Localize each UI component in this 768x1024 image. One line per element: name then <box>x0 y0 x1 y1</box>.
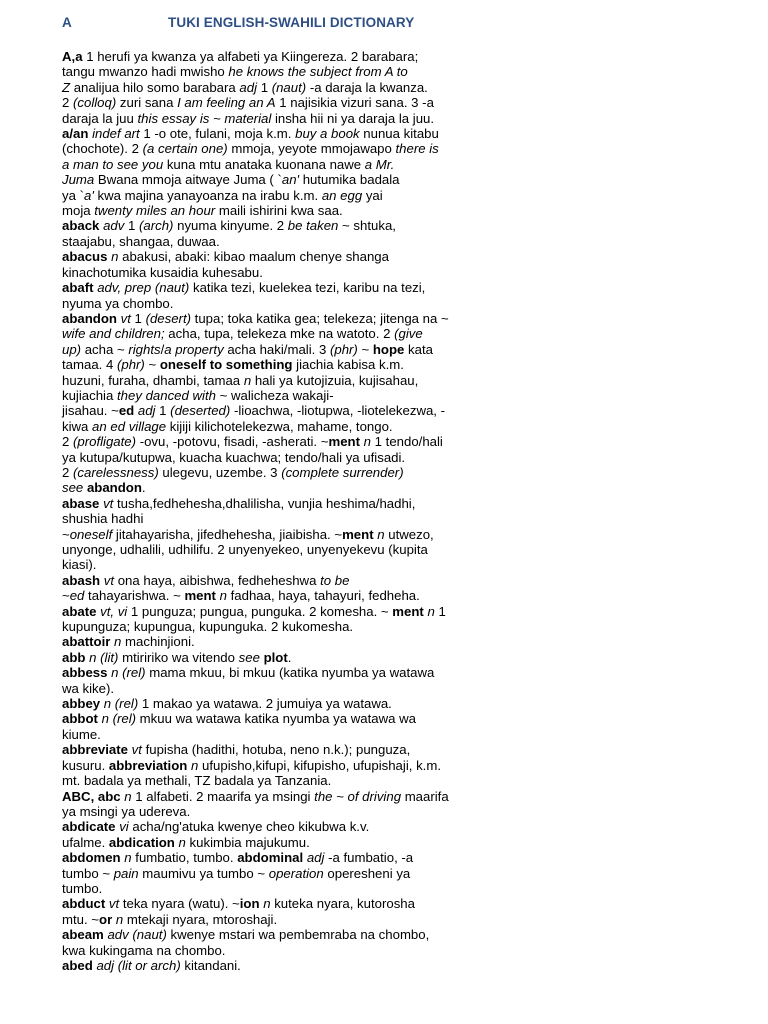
entry-line <box>62 835 492 850</box>
definition-text: . <box>141 480 146 496</box>
italic-text: buy a book <box>295 126 360 142</box>
definition-text: mtekaji nyara, mtoroshaji. <box>123 911 278 927</box>
definition-text: ulegevu, uzembe. 3 <box>158 464 282 480</box>
entry-line <box>62 634 492 649</box>
headword: abaft <box>62 280 94 296</box>
italic-text: see <box>238 649 260 665</box>
italic-text: vi <box>119 819 129 835</box>
italic-text: n <box>427 603 435 619</box>
definition-text: nyuma ya chombo. <box>62 295 174 311</box>
definition-text: ona haya, aibishwa, fedheheshwa <box>114 572 321 588</box>
definition-text: 1 <box>124 218 140 234</box>
headword: abase <box>62 495 100 511</box>
definition-text: -a daraja la kwanza. <box>306 79 428 95</box>
entry-line <box>62 742 492 757</box>
italic-text: (naut) <box>271 79 307 95</box>
headword: abeam <box>62 927 104 943</box>
definition-text: kwa majina yanayoanza na irabu k.m. <box>93 187 322 203</box>
entry-line <box>62 927 492 942</box>
italic-text: adv (naut) <box>107 927 167 943</box>
italic-text: adj (lit or arch) <box>96 957 181 973</box>
entry-line <box>62 218 492 233</box>
definition-text: 1 <box>257 79 272 95</box>
italic-text: the ~ of driving <box>314 788 402 804</box>
entry-line <box>62 912 492 927</box>
entry-line <box>62 496 492 511</box>
entry-line <box>62 711 492 726</box>
entry-line <box>62 157 492 172</box>
definition-text: tamaa. 4 <box>62 357 117 373</box>
entry-line <box>62 758 492 773</box>
definition-text: zuri sana <box>116 95 178 111</box>
headword: abb <box>62 649 86 665</box>
italic-text: n <box>178 834 186 850</box>
italic-text: n <box>124 788 132 804</box>
headword: ment <box>392 603 424 619</box>
headword: abbreviation <box>108 757 188 773</box>
definition-text: fupisha (hadithi, hotuba, neno n.k.); punguza, <box>141 742 411 758</box>
definition-text: insha hii ni ya daraja la juu. <box>271 110 435 126</box>
definition-text: huzuni, furaha, dhambi, tamaa <box>62 372 244 388</box>
definition-text: kuteka nyara, kutorosha <box>270 896 415 912</box>
italic-text: (complete surrender) <box>281 464 404 480</box>
entry-line <box>62 789 492 804</box>
entry-line <box>62 388 492 403</box>
italic-text: n (rel) <box>103 696 139 712</box>
headword: abed <box>62 957 93 973</box>
entry-line <box>62 866 492 881</box>
definition-text: 1 najisikia vizuri sana. 3 -a <box>275 95 434 111</box>
italic-text: n <box>115 911 124 927</box>
entry-line <box>62 773 492 788</box>
italic-text: ed <box>69 588 85 604</box>
definition-text: acha haki/mali. 3 <box>223 341 330 357</box>
italic-text: they danced with <box>116 387 216 403</box>
italic-text: pain <box>113 865 139 881</box>
entry-line <box>62 480 492 495</box>
italic-text: adv, prep (naut) <box>97 280 190 296</box>
definition-text: mkuu wa watawa katika nyumba ya watawa wa <box>136 711 417 727</box>
entry-line <box>62 850 492 865</box>
definition-text: -ovu, -potovu, fisadi, -asherati. ~ <box>136 434 329 450</box>
section-letter: A <box>62 15 72 30</box>
headword: abate <box>62 603 97 619</box>
dictionary-entries <box>62 49 492 973</box>
entry-line <box>62 64 492 79</box>
entry-line <box>62 588 492 603</box>
definition-text: utwezo, <box>384 526 434 542</box>
italic-text: to be <box>320 572 350 588</box>
definition-text: kupunguza; kupungua, kupunguka. 2 kukomesha. <box>62 619 354 635</box>
italic-text: n <box>243 372 252 388</box>
definition-text: mmoja, yeyote mmojawapo <box>227 141 396 157</box>
headword: abdominal <box>237 850 304 866</box>
headword: hope <box>372 341 405 357</box>
italic-text: n <box>124 850 132 866</box>
headword: ment <box>328 434 360 450</box>
definition-text: hutumika badala <box>299 172 400 188</box>
italic-text: (arch) <box>139 218 174 234</box>
definition-text: ~ <box>62 588 70 604</box>
italic-text: there is <box>395 141 439 157</box>
headword: a/an <box>62 126 89 142</box>
entry-line <box>62 619 492 634</box>
italic-text: n <box>191 757 199 773</box>
definition-text: moja <box>62 203 95 219</box>
headword: abduct <box>62 896 106 912</box>
entry-line <box>62 296 492 311</box>
italic-text: a Mr. <box>364 156 395 172</box>
entry-line <box>62 881 492 896</box>
headword: abdomen <box>62 850 121 866</box>
definition-text: mama mkuu, bi mkuu (katika nyumba ya watawa <box>145 665 435 681</box>
definition-text: ufupisho,kifupi, kifupisho, ufupishaji, k.m. <box>198 757 441 773</box>
entry-line <box>62 95 492 110</box>
italic-text: (carelessness) <box>73 464 159 480</box>
italic-text: be taken <box>287 218 339 234</box>
headword: abbot <box>62 711 98 727</box>
italic-text: operation <box>268 865 324 881</box>
entry-line <box>62 696 492 711</box>
definition-text: wa kike). <box>62 680 115 696</box>
italic-text: n (rel) <box>111 665 146 681</box>
definition-text: shushia hadhi <box>62 511 144 527</box>
italic-text: n <box>363 434 371 450</box>
definition-text: kusuru. <box>62 757 109 773</box>
entry-line <box>62 819 492 834</box>
definition-text: 2 <box>62 434 73 450</box>
italic-text: wife and children; <box>62 326 165 342</box>
definition-text: kiwa <box>62 418 93 434</box>
italic-text: vt <box>120 310 131 326</box>
headword: abacus <box>62 249 108 265</box>
definition-text: tupa; toka katika gea; telekeza; jitenga na ~ <box>191 310 449 326</box>
headword: abdicate <box>62 819 116 835</box>
definition-text: operesheni ya <box>323 865 411 881</box>
italic-text: a property <box>164 341 224 357</box>
entry-line <box>62 342 492 357</box>
entry-line <box>62 403 492 418</box>
headword: aback <box>62 218 100 234</box>
definition-text: ufalme. <box>62 834 109 850</box>
italic-text: this essay is ~ material <box>137 110 272 126</box>
definition-text: acha/ng'atuka kwenye cheo kikubwa k.v. <box>128 819 370 835</box>
italic-text: vt, vi <box>100 603 128 619</box>
italic-text: rights <box>128 341 161 357</box>
italic-text: (desert) <box>145 310 191 326</box>
entry-line <box>62 111 492 126</box>
italic-text: adj <box>306 850 325 866</box>
entry-line <box>62 573 492 588</box>
headword: abbreviate <box>62 742 128 758</box>
definition-text: maumivu ya tumbo ~ <box>138 865 269 881</box>
entry-line <box>62 604 492 619</box>
headword: ion <box>239 896 260 912</box>
italic-text: Juma <box>62 172 95 188</box>
definition-text: nunua kitabu <box>359 126 439 142</box>
entry-line <box>62 357 492 372</box>
italic-text: (deserted) <box>170 403 231 419</box>
definition-text: kiasi). <box>62 557 97 573</box>
headword: oneself to something <box>159 357 293 373</box>
definition-text: kata <box>404 341 433 357</box>
italic-text: n <box>114 634 122 650</box>
entry-line <box>62 49 492 64</box>
italic-text: (give <box>394 326 423 342</box>
entry-line <box>62 249 492 264</box>
definition-text: tahayarishwa. ~ <box>84 588 185 604</box>
entry-line <box>62 958 492 973</box>
italic-text: (a certain one) <box>142 141 228 157</box>
entry-line <box>62 265 492 280</box>
definition-text: jisahau. ~ <box>62 403 119 419</box>
page-header <box>62 13 702 33</box>
definition-text: tumbo. <box>62 880 103 896</box>
headword: or <box>99 911 113 927</box>
entry-line <box>62 727 492 742</box>
definition-text: unyonge, udhalili, udhilifu. 2 unyenyekeo, unyenyekevu (kupita <box>62 542 428 557</box>
entry-line <box>62 527 492 542</box>
headword: abandon <box>62 310 117 326</box>
definition-text: fumbatio, tumbo. <box>131 850 238 866</box>
italic-text: (phr) <box>116 357 145 373</box>
italic-text: twenty miles an hour <box>94 203 216 219</box>
definition-text: ~ <box>144 357 160 373</box>
italic-text: (profligate) <box>73 434 137 450</box>
definition-text: 1 <box>434 603 446 619</box>
headword: plot <box>263 649 288 665</box>
definition-text: ya ` <box>62 187 84 203</box>
definition-text: tumbo ~ <box>62 865 114 881</box>
italic-text: (phr) <box>329 341 358 357</box>
definition-text: maarifa <box>401 788 449 804</box>
definition-text: maili ishirini kwa saa. <box>215 203 343 219</box>
italic-text: n <box>219 588 227 604</box>
definition-text: daraja la juu <box>62 110 138 126</box>
definition-text: ya kutupa/kutupwa, kuacha kuachwa; tendo/hali ya ufisadi. <box>62 449 406 465</box>
headword: ment <box>184 588 216 604</box>
italic-text: n (lit) <box>89 649 119 665</box>
definition-text: ~ shtuka, <box>338 218 396 234</box>
entry-line <box>62 419 492 434</box>
headword: abandon <box>86 480 142 496</box>
definition-text: ~ walicheza wakaji- <box>215 387 334 403</box>
definition-text: yai <box>362 187 383 203</box>
italic-text: vt <box>103 572 115 588</box>
definition-text: acha, tupa, telekeza mke na watoto. 2 <box>164 326 395 342</box>
headword: abash <box>62 572 101 588</box>
definition-text: 1 makao ya watawa. 2 jumuiya ya watawa. <box>138 696 392 712</box>
italic-text: vt <box>103 495 114 511</box>
italic-text: indef art <box>92 126 140 142</box>
italic-text: oneself <box>69 526 113 542</box>
italic-text: see <box>62 480 84 496</box>
definition-text: fadhaa, haya, tahayuri, fedheha. <box>226 588 420 604</box>
headword: ABC, abc <box>62 788 121 804</box>
definition-text: ~ <box>357 341 373 357</box>
italic-text: adj <box>239 79 258 95</box>
definition-text: kwenye mstari wa pembemraba na chombo, <box>166 927 430 943</box>
definition-text: staajabu, shangaa, duwaa. <box>62 233 220 249</box>
definition-text: machinjioni. <box>121 634 195 650</box>
definition-text: kuna mtu anataka kuonana nawe <box>163 156 365 172</box>
definition-text: mtiririko wa vitendo <box>118 649 239 665</box>
headword: A,a <box>62 49 83 64</box>
definition-text: 1 punguza; pungua, punguka. 2 komesha. ~ <box>127 603 393 619</box>
italic-text: I am feeling an A <box>177 95 276 111</box>
italic-text: an' <box>281 172 300 188</box>
definition-text: 1 herufi ya kwanza ya alfabeti ya Kiingereza. 2 barabara; <box>82 49 419 64</box>
entry-line <box>62 172 492 187</box>
definition-text: ~ <box>62 526 70 542</box>
entry-line <box>62 126 492 141</box>
entry-line <box>62 326 492 341</box>
italic-text: (colloq) <box>73 95 117 111</box>
definition-text: kukimbia majukumu. <box>185 834 310 850</box>
definition-text: 1 <box>155 403 171 419</box>
headword: abdication <box>108 834 175 850</box>
entry-line <box>62 234 492 249</box>
definition-text: (chochote). 2 <box>62 141 143 157</box>
definition-text: kujiachia <box>62 387 117 403</box>
entry-line <box>62 511 492 526</box>
definition-text: kitandani. <box>180 957 241 973</box>
entry-line <box>62 203 492 218</box>
definition-text: kinachotumika kusaidia kuhesabu. <box>62 264 263 280</box>
dictionary-title: TUKI ENGLISH-SWAHILI DICTIONARY <box>168 15 415 30</box>
italic-text: he knows the subject from A to <box>228 64 408 80</box>
definition-text: mtu. ~ <box>62 911 100 927</box>
definition-text: 1 tendo/hali <box>371 434 443 450</box>
entry-line <box>62 465 492 480</box>
italic-text: n <box>263 896 271 912</box>
entry-line <box>62 80 492 95</box>
italic-text: an egg <box>321 187 363 203</box>
definition-text: 2 <box>62 95 73 111</box>
definition-text: jiachia kabisa k.m. <box>292 357 404 373</box>
entry-line <box>62 373 492 388</box>
italic-text: vt <box>108 896 120 912</box>
definition-text: -lioachwa, -liotupwa, -liotelekezwa, - <box>230 403 446 419</box>
definition-text: kiume. <box>62 726 101 742</box>
entry-line <box>62 896 492 911</box>
entry-line <box>62 311 492 326</box>
headword: abbey <box>62 696 101 712</box>
italic-text: n <box>111 249 119 265</box>
definition-text: tusha,fedhehesha,dhalilisha, vunjia heshima/hadhi, <box>113 495 416 511</box>
italic-text: an ed village <box>92 418 167 434</box>
headword: ed <box>118 403 135 419</box>
definition-text: ya msingi ya udereva. <box>62 803 191 819</box>
entry-line <box>62 141 492 156</box>
italic-text: a man to see you <box>62 156 164 172</box>
definition-text: hali ya kutojizuia, kujisahau, <box>251 372 419 388</box>
definition-text: tangu mwanzo hadi mwisho <box>62 64 229 80</box>
definition-text: 1 <box>130 310 146 326</box>
entry-line <box>62 188 492 203</box>
entry-line <box>62 665 492 680</box>
entry-line <box>62 280 492 295</box>
definition-text: 1 alfabeti. 2 maarifa ya msingi <box>131 788 315 804</box>
definition-text: acha ~ <box>81 341 129 357</box>
definition-text: / <box>160 341 165 357</box>
headword: ment <box>342 526 374 542</box>
entry-line <box>62 557 492 572</box>
definition-text: . <box>287 649 292 665</box>
italic-text: adj <box>137 403 156 419</box>
definition-text: kwa kukingama na chombo. <box>62 942 226 958</box>
definition-text: kijiji kilichotelekezwa, mahame, tongo. <box>166 418 393 434</box>
entry-line <box>62 650 492 665</box>
definition-text: -a fumbatio, -a <box>324 850 414 866</box>
italic-text: n (rel) <box>101 711 137 727</box>
entry-line <box>62 681 492 696</box>
definition-text: teka nyara (watu). ~ <box>119 896 240 912</box>
definition-text: Bwana mmoja aitwaye Juma ( ` <box>94 172 282 188</box>
entry-line <box>62 804 492 819</box>
italic-text: a' <box>83 187 94 203</box>
definition-text: 2 <box>62 464 73 480</box>
definition-text: nyuma kinyume. 2 <box>173 218 288 234</box>
definition-text: 1 -o ote, fulani, moja k.m. <box>139 126 296 142</box>
definition-text: jitahayarisha, jifedhehesha, jiaibisha. ~ <box>112 526 343 542</box>
definition-text: analijua hilo somo barabara <box>70 79 240 95</box>
entry-line <box>62 450 492 465</box>
headword: abbess <box>62 665 108 681</box>
italic-text: vt <box>131 742 142 758</box>
entry-line <box>62 542 492 557</box>
headword: abattoir <box>62 634 111 650</box>
entry-line <box>62 943 492 958</box>
entry-line <box>62 434 492 449</box>
definition-text: katika tezi, kuelekea tezi, karibu na tezi, <box>189 280 426 296</box>
italic-text: n <box>377 526 385 542</box>
italic-text: Z <box>62 79 71 95</box>
definition-text: mt. badala ya methali, TZ badala ya Tanzania. <box>62 773 332 789</box>
definition-text: abakusi, abaki: kibao maalum chenye shanga <box>118 249 389 265</box>
italic-text: adv <box>103 218 125 234</box>
italic-text: up) <box>62 341 82 357</box>
